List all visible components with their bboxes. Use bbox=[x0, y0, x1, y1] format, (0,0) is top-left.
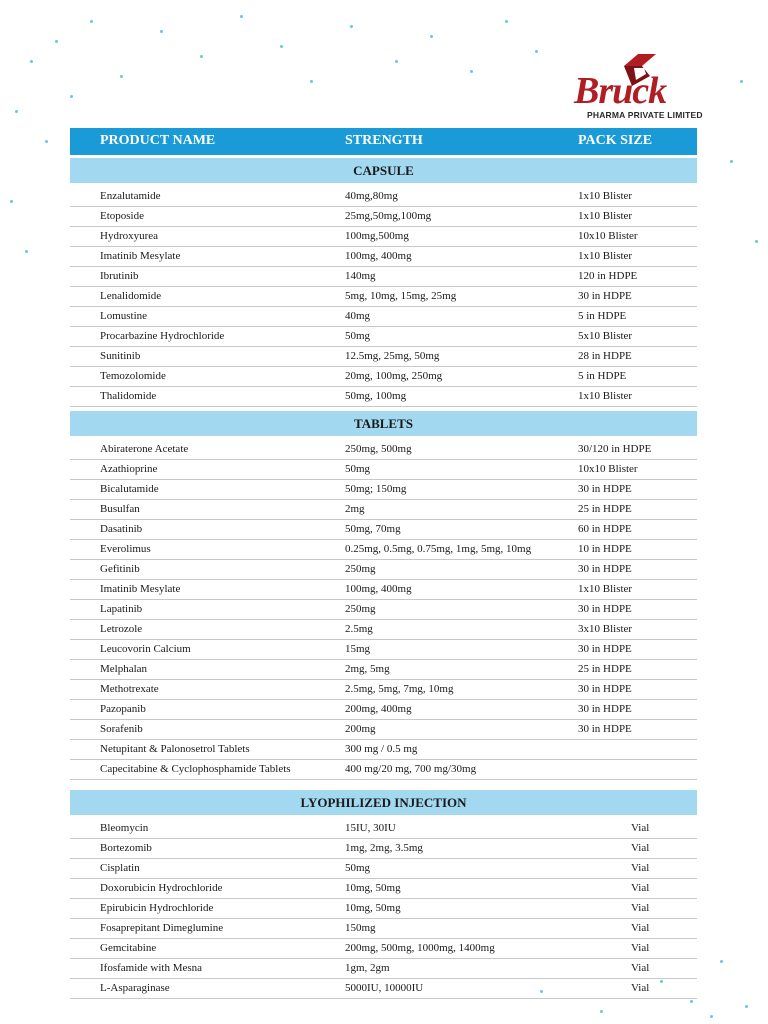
product-name-cell: Hydroxyurea bbox=[100, 230, 159, 242]
decorative-dot bbox=[535, 50, 538, 53]
header-product-name: PRODUCT NAME bbox=[100, 133, 216, 148]
table-row bbox=[70, 740, 697, 760]
strength-cell: 150mg bbox=[345, 922, 376, 934]
product-name-cell: Gefitinib bbox=[100, 563, 140, 575]
decorative-dot bbox=[45, 140, 48, 143]
strength-cell: 0.25mg, 0.5mg, 0.75mg, 1mg, 5mg, 10mg bbox=[345, 543, 532, 555]
pack-size-cell: 25 in HDPE bbox=[578, 663, 632, 675]
brand-name: Bruck bbox=[574, 70, 667, 112]
table-row bbox=[70, 700, 697, 720]
strength-cell: 10mg, 50mg bbox=[345, 902, 401, 914]
decorative-dot bbox=[690, 1000, 693, 1003]
section-header: LYOPHILIZED INJECTION bbox=[70, 790, 697, 815]
product-table bbox=[70, 128, 697, 999]
product-name-cell: Leucovorin Calcium bbox=[100, 643, 191, 655]
decorative-dot bbox=[505, 20, 508, 23]
decorative-dot bbox=[720, 960, 723, 963]
pack-size-cell: 1x10 Blister bbox=[578, 583, 633, 595]
strength-cell: 15mg bbox=[345, 643, 371, 655]
strength-cell: 250mg, 500mg bbox=[345, 443, 412, 455]
pack-size-cell: Vial bbox=[631, 962, 650, 974]
decorative-dot bbox=[55, 40, 58, 43]
decorative-dot bbox=[200, 55, 203, 58]
table-row bbox=[70, 720, 697, 740]
table-row bbox=[70, 520, 697, 540]
strength-cell: 50mg, 100mg bbox=[345, 390, 407, 402]
strength-cell: 1gm, 2gm bbox=[345, 962, 390, 974]
table-row bbox=[70, 819, 697, 839]
decorative-dot bbox=[745, 1005, 748, 1008]
product-name-cell: Busulfan bbox=[100, 503, 140, 515]
strength-cell: 50mg, 70mg bbox=[345, 523, 401, 535]
strength-cell: 50mg bbox=[345, 330, 371, 342]
pack-size-cell: 30 in HDPE bbox=[578, 290, 632, 302]
pack-size-cell: Vial bbox=[631, 822, 650, 834]
product-name-cell: Lenalidomide bbox=[100, 290, 162, 302]
header-strength: STRENGTH bbox=[345, 133, 423, 148]
pack-size-cell: 10x10 Blister bbox=[578, 230, 638, 242]
table-row bbox=[70, 939, 697, 959]
strength-cell: 1mg, 2mg, 3.5mg bbox=[345, 842, 423, 854]
product-name-cell: Methotrexate bbox=[100, 683, 159, 695]
table-row bbox=[70, 919, 697, 939]
pack-size-cell: 1x10 Blister bbox=[578, 190, 633, 202]
product-name-cell: Dasatinib bbox=[100, 523, 143, 535]
table-body bbox=[70, 158, 697, 999]
pack-size-cell: 28 in HDPE bbox=[578, 350, 632, 362]
product-name-cell: Lomustine bbox=[100, 310, 148, 322]
table-row bbox=[70, 899, 697, 919]
table-row bbox=[70, 600, 697, 620]
table-row bbox=[70, 560, 697, 580]
table-row bbox=[70, 620, 697, 640]
pack-size-cell: 30 in HDPE bbox=[578, 603, 632, 615]
decorative-dot bbox=[70, 95, 73, 98]
pack-size-cell: 120 in HDPE bbox=[578, 270, 638, 282]
strength-cell: 200mg, 400mg bbox=[345, 703, 412, 715]
decorative-dot bbox=[25, 250, 28, 253]
table-row bbox=[70, 387, 697, 407]
pack-size-cell: Vial bbox=[631, 842, 650, 854]
decorative-dot bbox=[30, 60, 33, 63]
product-name-cell: Netupitant & Palonosetrol Tablets bbox=[100, 743, 250, 755]
pack-size-cell: 1x10 Blister bbox=[578, 390, 633, 402]
pack-size-cell: 3x10 Blister bbox=[578, 623, 633, 635]
pack-size-cell: 5x10 Blister bbox=[578, 330, 633, 342]
table-row bbox=[70, 367, 697, 387]
table-row bbox=[70, 660, 697, 680]
table-row bbox=[70, 540, 697, 560]
table-row bbox=[70, 440, 697, 460]
decorative-dot bbox=[15, 110, 18, 113]
strength-cell: 40mg,80mg bbox=[345, 190, 398, 202]
section-header: TABLETS bbox=[70, 411, 697, 436]
strength-cell: 2mg bbox=[345, 503, 365, 515]
pack-size-cell: 30 in HDPE bbox=[578, 703, 632, 715]
decorative-dot bbox=[310, 80, 313, 83]
strength-cell: 20mg, 100mg, 250mg bbox=[345, 370, 443, 382]
decorative-dot bbox=[430, 35, 433, 38]
decorative-dot bbox=[10, 200, 13, 203]
pack-size-cell: 30 in HDPE bbox=[578, 683, 632, 695]
product-name-cell: Melphalan bbox=[100, 663, 148, 675]
pack-size-cell: 5 in HDPE bbox=[578, 370, 627, 382]
strength-cell: 400 mg/20 mg, 700 mg/30mg bbox=[345, 763, 477, 775]
strength-cell: 250mg bbox=[345, 563, 376, 575]
decorative-dot bbox=[350, 25, 353, 28]
pack-size-cell: 30 in HDPE bbox=[578, 483, 632, 495]
table-row bbox=[70, 347, 697, 367]
strength-cell: 200mg, 500mg, 1000mg, 1400mg bbox=[345, 942, 495, 954]
table-row bbox=[70, 680, 697, 700]
product-name-cell: Imatinib Mesylate bbox=[100, 250, 181, 262]
strength-cell: 200mg bbox=[345, 723, 376, 735]
product-name-cell: Gemcitabine bbox=[100, 942, 157, 954]
product-name-cell: Etoposide bbox=[100, 210, 144, 222]
pack-size-cell: 1x10 Blister bbox=[578, 210, 633, 222]
strength-cell: 40mg bbox=[345, 310, 371, 322]
product-name-cell: L-Asparaginase bbox=[100, 982, 170, 994]
decorative-dot bbox=[740, 80, 743, 83]
decorative-dot bbox=[755, 240, 758, 243]
pack-size-cell: Vial bbox=[631, 882, 650, 894]
decorative-dot bbox=[280, 45, 283, 48]
product-name-cell: Lapatinib bbox=[100, 603, 143, 615]
product-name-cell: Ibrutinib bbox=[100, 270, 139, 282]
product-name-cell: Epirubicin Hydrochloride bbox=[100, 902, 214, 914]
product-name-cell: Ifosfamide with Mesna bbox=[100, 962, 203, 974]
strength-cell: 2.5mg bbox=[345, 623, 373, 635]
product-name-cell: Abiraterone Acetate bbox=[100, 443, 189, 455]
decorative-dot bbox=[240, 15, 243, 18]
table-row bbox=[70, 580, 697, 600]
brand-logo bbox=[572, 52, 702, 124]
product-name-cell: Bicalutamide bbox=[100, 483, 159, 495]
table-row bbox=[70, 247, 697, 267]
product-name-cell: Fosaprepitant Dimeglumine bbox=[100, 922, 224, 934]
pack-size-cell: 25 in HDPE bbox=[578, 503, 632, 515]
product-name-cell: Pazopanib bbox=[100, 703, 146, 715]
pack-size-cell: 10x10 Blister bbox=[578, 463, 638, 475]
product-name-cell: Sunitinib bbox=[100, 350, 141, 362]
table-header bbox=[70, 128, 697, 155]
strength-cell: 250mg bbox=[345, 603, 376, 615]
table-row bbox=[70, 267, 697, 287]
pack-size-cell: 60 in HDPE bbox=[578, 523, 632, 535]
strength-cell: 5mg, 10mg, 15mg, 25mg bbox=[345, 290, 457, 302]
strength-cell: 50mg bbox=[345, 463, 371, 475]
decorative-dot bbox=[160, 30, 163, 33]
table-row bbox=[70, 460, 697, 480]
table-row bbox=[70, 207, 697, 227]
product-name-cell: Letrozole bbox=[100, 623, 143, 635]
table-row bbox=[70, 979, 697, 999]
strength-cell: 100mg, 400mg bbox=[345, 583, 412, 595]
table-row bbox=[70, 859, 697, 879]
table-row bbox=[70, 500, 697, 520]
strength-cell: 25mg,50mg,100mg bbox=[345, 210, 432, 222]
strength-cell: 12.5mg, 25mg, 50mg bbox=[345, 350, 440, 362]
table-row bbox=[70, 287, 697, 307]
pack-size-cell: 5 in HDPE bbox=[578, 310, 627, 322]
product-name-cell: Temozolomide bbox=[100, 370, 166, 382]
strength-cell: 100mg, 400mg bbox=[345, 250, 412, 262]
strength-cell: 300 mg / 0.5 mg bbox=[345, 743, 418, 755]
product-name-cell: Thalidomide bbox=[100, 390, 157, 402]
product-name-cell: Sorafenib bbox=[100, 723, 143, 735]
pack-size-cell: 30 in HDPE bbox=[578, 643, 632, 655]
pack-size-cell: 10 in HDPE bbox=[578, 543, 632, 555]
pack-size-cell: Vial bbox=[631, 862, 650, 874]
pack-size-cell: Vial bbox=[631, 902, 650, 914]
decorative-dot bbox=[710, 1015, 713, 1018]
table-row bbox=[70, 760, 697, 780]
pack-size-cell: 1x10 Blister bbox=[578, 250, 633, 262]
pack-size-cell: 30 in HDPE bbox=[578, 723, 632, 735]
decorative-dot bbox=[90, 20, 93, 23]
strength-cell: 50mg bbox=[345, 862, 371, 874]
strength-cell: 140mg bbox=[345, 270, 376, 282]
product-name-cell: Azathioprine bbox=[100, 463, 158, 475]
section-header: CAPSULE bbox=[70, 158, 697, 183]
pack-size-cell: Vial bbox=[631, 942, 650, 954]
pack-size-cell: Vial bbox=[631, 982, 650, 994]
product-name-cell: Bleomycin bbox=[100, 822, 149, 834]
table-row bbox=[70, 227, 697, 247]
product-name-cell: Everolimus bbox=[100, 543, 151, 555]
pack-size-cell: Vial bbox=[631, 922, 650, 934]
decorative-dot bbox=[600, 1010, 603, 1013]
table-row bbox=[70, 640, 697, 660]
strength-cell: 2.5mg, 5mg, 7mg, 10mg bbox=[345, 683, 454, 695]
strength-cell: 100mg,500mg bbox=[345, 230, 409, 242]
decorative-dot bbox=[730, 160, 733, 163]
pack-size-cell: 30 in HDPE bbox=[578, 563, 632, 575]
strength-cell: 2mg, 5mg bbox=[345, 663, 390, 675]
product-name-cell: Capecitabine & Cyclophosphamide Tablets bbox=[100, 763, 291, 775]
table-row bbox=[70, 839, 697, 859]
table-row bbox=[70, 327, 697, 347]
table-row bbox=[70, 187, 697, 207]
brand-subtitle: PHARMA PRIVATE LIMITED bbox=[587, 110, 703, 120]
table-row bbox=[70, 480, 697, 500]
product-name-cell: Cisplatin bbox=[100, 862, 140, 874]
decorative-dot bbox=[470, 70, 473, 73]
table-row bbox=[70, 879, 697, 899]
strength-cell: 15IU, 30IU bbox=[345, 822, 396, 834]
strength-cell: 5000IU, 10000IU bbox=[345, 982, 424, 994]
decorative-dot bbox=[395, 60, 398, 63]
product-name-cell: Bortezomib bbox=[100, 842, 152, 854]
decorative-dot bbox=[120, 75, 123, 78]
header-pack-size: PACK SIZE bbox=[578, 133, 653, 148]
pack-size-cell: 30/120 in HDPE bbox=[578, 443, 652, 455]
product-name-cell: Enzalutamide bbox=[100, 190, 161, 202]
table-row bbox=[70, 959, 697, 979]
product-name-cell: Imatinib Mesylate bbox=[100, 583, 181, 595]
table-row bbox=[70, 307, 697, 327]
product-name-cell: Procarbazine Hydrochloride bbox=[100, 330, 225, 342]
strength-cell: 10mg, 50mg bbox=[345, 882, 401, 894]
product-name-cell: Doxorubicin Hydrochloride bbox=[100, 882, 223, 894]
strength-cell: 50mg; 150mg bbox=[345, 483, 407, 495]
